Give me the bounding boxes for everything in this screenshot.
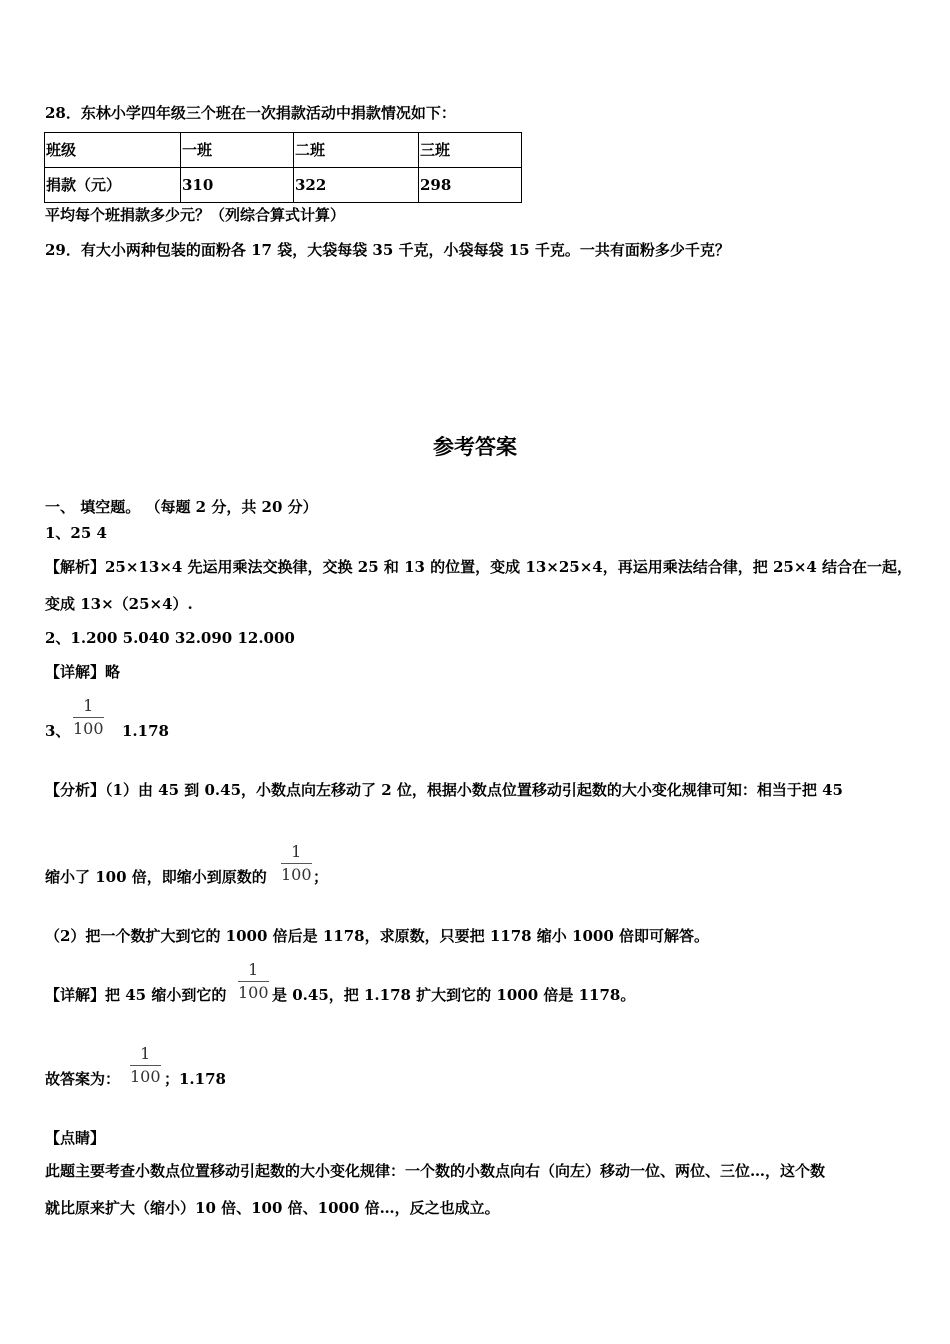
table-row [45,168,522,203]
answer-1: 1、25 4 [45,524,107,542]
answer-3-analysis-1b-prefix: 缩小了 100 倍，即缩小到原数的 [45,868,267,886]
table-cell: 310 [181,168,294,203]
answer-3-final-prefix: 故答案为： [45,1070,121,1088]
donation-table [44,132,522,203]
answer-1-analysis-line1: 【解析】25×13×4 先运用乘法交换律，交换 25 和 13 的位置，变成 13×25×4，再运用乘法结合律，把 25×4 结合在一起， [45,558,913,576]
fraction-numerator: 1 [140,1044,151,1063]
fraction-denominator: 100 [238,983,269,1002]
tip-line-1: 此题主要考查小数点位置移动引起数的大小变化规律：一个数的小数点向右（向左）移动一位、两位、三位…，这个数 [45,1162,826,1180]
answer-3-prefix: 3、 [45,722,71,740]
fraction-one-hundredth [281,844,312,883]
answer-1-analysis-line2: 变成 13×（25×4）. [45,595,193,613]
table-cell: 322 [294,168,419,203]
fraction-numerator: 1 [291,842,302,861]
q29-text: 29．有大小两种包装的面粉各 17 袋，大袋每袋 35 千克，小袋每袋 15 千克。一共有面粉多少千克？ [45,241,730,259]
table-cell: 298 [419,168,522,203]
answer-2: 2、1.200 5.040 32.090 12.000 [45,629,295,647]
answer-3-analysis-1: 【分析】（1）由 45 到 0.45，小数点向左移动了 2 位，根据小数点位置移动引起数的大小变化规律可知：相当于把 45 [45,781,843,799]
fraction-one-hundredth [73,698,104,737]
table-row [45,133,522,168]
tip-line-2: 就比原来扩大（缩小）10 倍、100 倍、1000 倍…，反之也成立。 [45,1199,500,1217]
fraction-one-hundredth [238,962,269,1001]
table-cell: 二班 [294,133,419,168]
answer-3-detail-prefix: 【详解】把 45 缩小到它的 [45,986,227,1004]
tip-label: 【点睛】 [45,1129,106,1147]
fraction-one-hundredth [130,1046,161,1085]
fraction-denominator: 100 [281,865,312,884]
q28-question: 平均每个班捐款多少元？（列综合算式计算） [45,206,346,224]
answer-2-detail: 【详解】略 [45,663,121,681]
fraction-numerator: 1 [248,960,259,979]
answer-3-analysis-1b-suffix: ； [313,868,329,886]
answer-3-analysis-2: （2）把一个数扩大到它的 1000 倍后是 1178，求原数，只要把 1178 缩小 1000 倍即可解答。 [45,927,709,945]
answers-title: 参考答案 [433,434,517,459]
table-cell: 班级 [45,133,181,168]
fraction-denominator: 100 [73,719,104,738]
q28-text: 28．东林小学四年级三个班在一次捐款活动中捐款情况如下： [45,104,456,122]
table-cell: 捐款（元） [45,168,181,203]
answer-3-detail-suffix: 是 0.45，把 1.178 扩大到它的 1000 倍是 1178。 [272,986,636,1004]
table-cell: 一班 [181,133,294,168]
fraction-numerator: 1 [83,696,94,715]
table-cell: 三班 [419,133,522,168]
answer-3-value: 1.178 [122,722,169,740]
answer-3-final-suffix: ；1.178 [164,1070,226,1088]
section-heading: 一、 填空题。 （每题 2 分，共 20 分） [45,498,318,516]
fraction-denominator: 100 [130,1067,161,1086]
